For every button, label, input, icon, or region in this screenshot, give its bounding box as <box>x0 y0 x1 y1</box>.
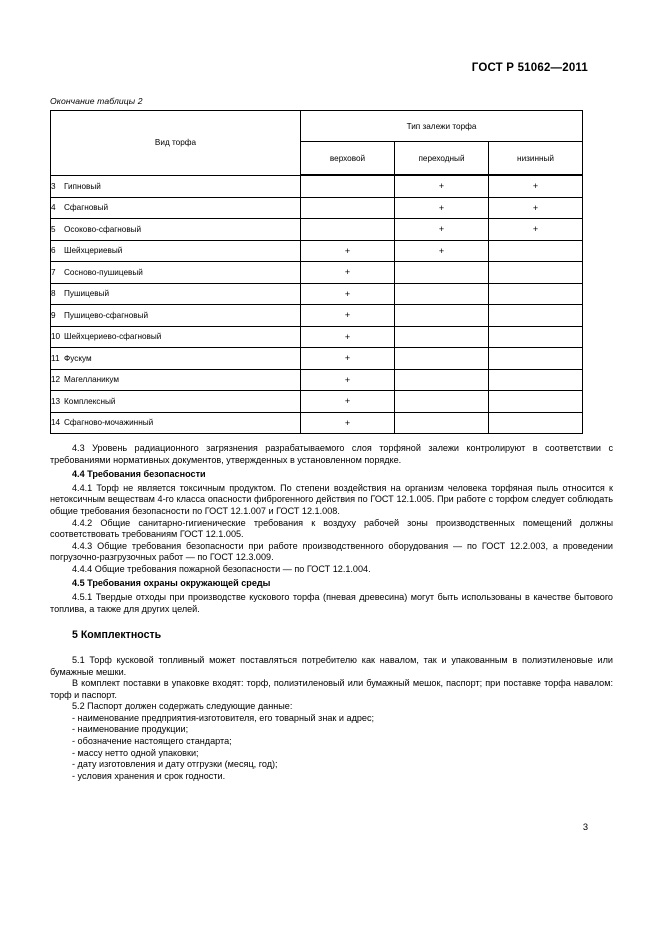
table-row <box>51 219 583 241</box>
table-row <box>51 412 583 434</box>
table-row <box>51 369 583 391</box>
list-item: - наименование продукции; <box>72 724 189 735</box>
cell-mark-nizinnyy <box>489 412 583 434</box>
cell-mark-perehodnyy: + <box>395 197 489 219</box>
cell-mark-verhovoy: + <box>301 348 395 370</box>
row-label: Гипновый <box>64 181 101 191</box>
cell-mark-verhovoy: + <box>301 240 395 262</box>
cell-peat-kind <box>51 262 301 284</box>
table-row <box>51 283 583 305</box>
table-row <box>51 326 583 348</box>
table-row <box>51 197 583 219</box>
row-number: 12 <box>51 375 61 385</box>
row-number: 10 <box>51 332 61 342</box>
row-number: 4 <box>51 203 56 213</box>
column-header-peat-kind: Вид торфа <box>51 111 301 176</box>
cell-mark-verhovoy: + <box>301 391 395 413</box>
cell-peat-kind <box>51 348 301 370</box>
cell-mark-verhovoy: + <box>301 283 395 305</box>
row-label: Осоково-сфагновый <box>64 224 142 234</box>
cell-mark-nizinnyy <box>489 391 583 413</box>
running-header-standard-number: ГОСТ Р 51062—2011 <box>471 62 588 74</box>
cell-mark-nizinnyy <box>489 305 583 327</box>
paragraph-4-4-4: 4.4.4 Общие требования пожарной безопасности — по ГОСТ 12.1.004. <box>72 563 371 574</box>
column-header-verhovoy: верховой <box>301 142 395 176</box>
cell-mark-verhovoy: + <box>301 412 395 434</box>
cell-peat-kind <box>51 305 301 327</box>
list-item: - условия хранения и срок годности. <box>72 770 226 781</box>
table-row <box>51 262 583 284</box>
row-label: Магелланикум <box>64 375 120 385</box>
cell-mark-verhovoy: + <box>301 369 395 391</box>
row-number: 9 <box>51 310 56 320</box>
cell-mark-perehodnyy <box>395 412 489 434</box>
row-number: 3 <box>51 181 56 191</box>
column-header-deposit-type: Тип залежи торфа <box>301 111 583 142</box>
cell-mark-perehodnyy <box>395 369 489 391</box>
heading-section-5: 5 Комплектность <box>72 629 162 642</box>
cell-mark-perehodnyy <box>395 326 489 348</box>
table-row <box>51 348 583 370</box>
row-label: Шейхцериевый <box>64 246 123 256</box>
cell-mark-nizinnyy: + <box>489 175 583 197</box>
list-item: - дату изготовления и дату отгрузки (месяц, год); <box>72 759 278 770</box>
table-row <box>51 175 583 197</box>
row-number: 13 <box>51 396 61 406</box>
row-number: 11 <box>51 353 60 363</box>
heading-4-5: 4.5 Требования охраны окружающей среды <box>72 578 271 589</box>
row-label: Пушицевый <box>64 289 110 299</box>
row-label: Фускум <box>64 353 92 363</box>
paragraph-4-4-3: 4.4.3 Общие требования безопасности при работе производственного оборудования — по ГОСТ 12.2.003, а проведении погрузочно-разгрузочных работ — по ГОСТ 12.3.009. <box>50 540 613 563</box>
paragraph-5-2: 5.2 Паспорт должен содержать следующие данные: <box>72 701 293 712</box>
column-header-nizinnyy: низинный <box>489 142 583 176</box>
paragraph-5-1b: В комплект поставки в упаковке входят: торф, полиэтиленовый или бумажный мешок, паспорт; при поставке торфа навалом: торф и паспорт. <box>50 678 613 700</box>
row-number: 7 <box>51 267 56 277</box>
cell-mark-perehodnyy <box>395 305 489 327</box>
cell-mark-nizinnyy <box>489 369 583 391</box>
cell-mark-verhovoy <box>301 197 395 219</box>
cell-peat-kind <box>51 283 301 305</box>
cell-mark-nizinnyy <box>489 262 583 284</box>
row-label: Сфагновый <box>64 203 109 213</box>
list-item: - массу нетто одной упаковки; <box>72 747 199 758</box>
table-row <box>51 391 583 413</box>
paragraph-4-4-1: 4.4.1 Торф не является токсичным продуктом. По степени воздействия на организм человека торфяная пыль относится к нетоксичным веществам 4-го класса опасности фиброгенного действия по ГОСТ 12.1.005. При работе с торфом следует соблюдать общие требования безопасности по ГОСТ 12.1.007 и ГОСТ 12.1.008. <box>50 482 613 516</box>
list-item: - обозначение настоящего стандарта; <box>72 736 232 747</box>
page-number: 3 <box>582 822 588 832</box>
body-text-column <box>50 443 613 782</box>
row-number: 8 <box>51 289 56 299</box>
paragraph-4-4-2: 4.4.2 Общие санитарно-гигиенические требования к воздуху рабочей зоны производственных помещений должны соответствовать требованиям ГОСТ 12.1.005. <box>50 517 613 540</box>
row-number: 14 <box>51 418 61 428</box>
table-row <box>51 305 583 327</box>
cell-mark-nizinnyy <box>489 348 583 370</box>
cell-peat-kind <box>51 240 301 262</box>
cell-mark-perehodnyy: + <box>395 175 489 197</box>
cell-mark-perehodnyy <box>395 283 489 305</box>
list-item: - наименование предприятия-изготовителя, его товарный знак и адрес; <box>72 712 375 723</box>
heading-4-4: 4.4 Требования безопасности <box>72 468 206 479</box>
cell-mark-nizinnyy <box>489 240 583 262</box>
cell-mark-perehodnyy <box>395 391 489 413</box>
cell-mark-verhovoy <box>301 175 395 197</box>
cell-mark-nizinnyy: + <box>489 197 583 219</box>
row-number: 5 <box>51 224 56 234</box>
cell-peat-kind <box>51 391 301 413</box>
table-row <box>51 240 583 262</box>
row-label: Шейхцериево-сфагновый <box>64 332 162 342</box>
cell-mark-perehodnyy <box>395 262 489 284</box>
paragraph-5-1: 5.1 Торф кусковой топливный может поставляться потребителю как навалом, так и упакованным в полиэтиленовые или бумажные мешки. <box>50 654 613 677</box>
cell-mark-verhovoy <box>301 219 395 241</box>
cell-peat-kind <box>51 412 301 434</box>
cell-mark-nizinnyy <box>489 326 583 348</box>
row-label: Сфагново-мочажинный <box>64 418 154 428</box>
cell-mark-nizinnyy <box>489 283 583 305</box>
table-header <box>51 111 583 176</box>
table-body <box>51 175 583 434</box>
cell-peat-kind <box>51 197 301 219</box>
cell-mark-verhovoy: + <box>301 326 395 348</box>
paragraph-4-5-1: 4.5.1 Твердые отходы при производстве кускового торфа (пневая древесина) могут быть использованы в качестве бытового топлива, а также для других целей. <box>50 592 613 614</box>
cell-mark-perehodnyy: + <box>395 219 489 241</box>
cell-peat-kind <box>51 369 301 391</box>
cell-mark-perehodnyy: + <box>395 240 489 262</box>
row-label: Комплексный <box>64 396 116 406</box>
paragraph-4-3: 4.3 Уровень радиационного загрязнения разрабатываемого слоя торфяной залежи контролируют в соответствии с требованиями нормативных документов, утвержденных в установленном порядке. <box>50 443 613 465</box>
row-label: Пушицево-сфагновый <box>64 310 149 320</box>
row-label: Сосново-пушицевый <box>64 267 143 277</box>
passport-contents-list <box>50 713 613 783</box>
cell-mark-perehodnyy <box>395 348 489 370</box>
cell-mark-verhovoy: + <box>301 305 395 327</box>
cell-mark-verhovoy: + <box>301 262 395 284</box>
column-header-perehodnyy: переходный <box>395 142 489 176</box>
cell-peat-kind <box>51 326 301 348</box>
table-caption: Окончание таблицы 2 <box>50 96 143 106</box>
cell-peat-kind <box>51 219 301 241</box>
peat-types-table <box>50 110 583 434</box>
cell-peat-kind <box>51 175 301 197</box>
row-number: 6 <box>51 246 56 256</box>
cell-mark-nizinnyy: + <box>489 219 583 241</box>
